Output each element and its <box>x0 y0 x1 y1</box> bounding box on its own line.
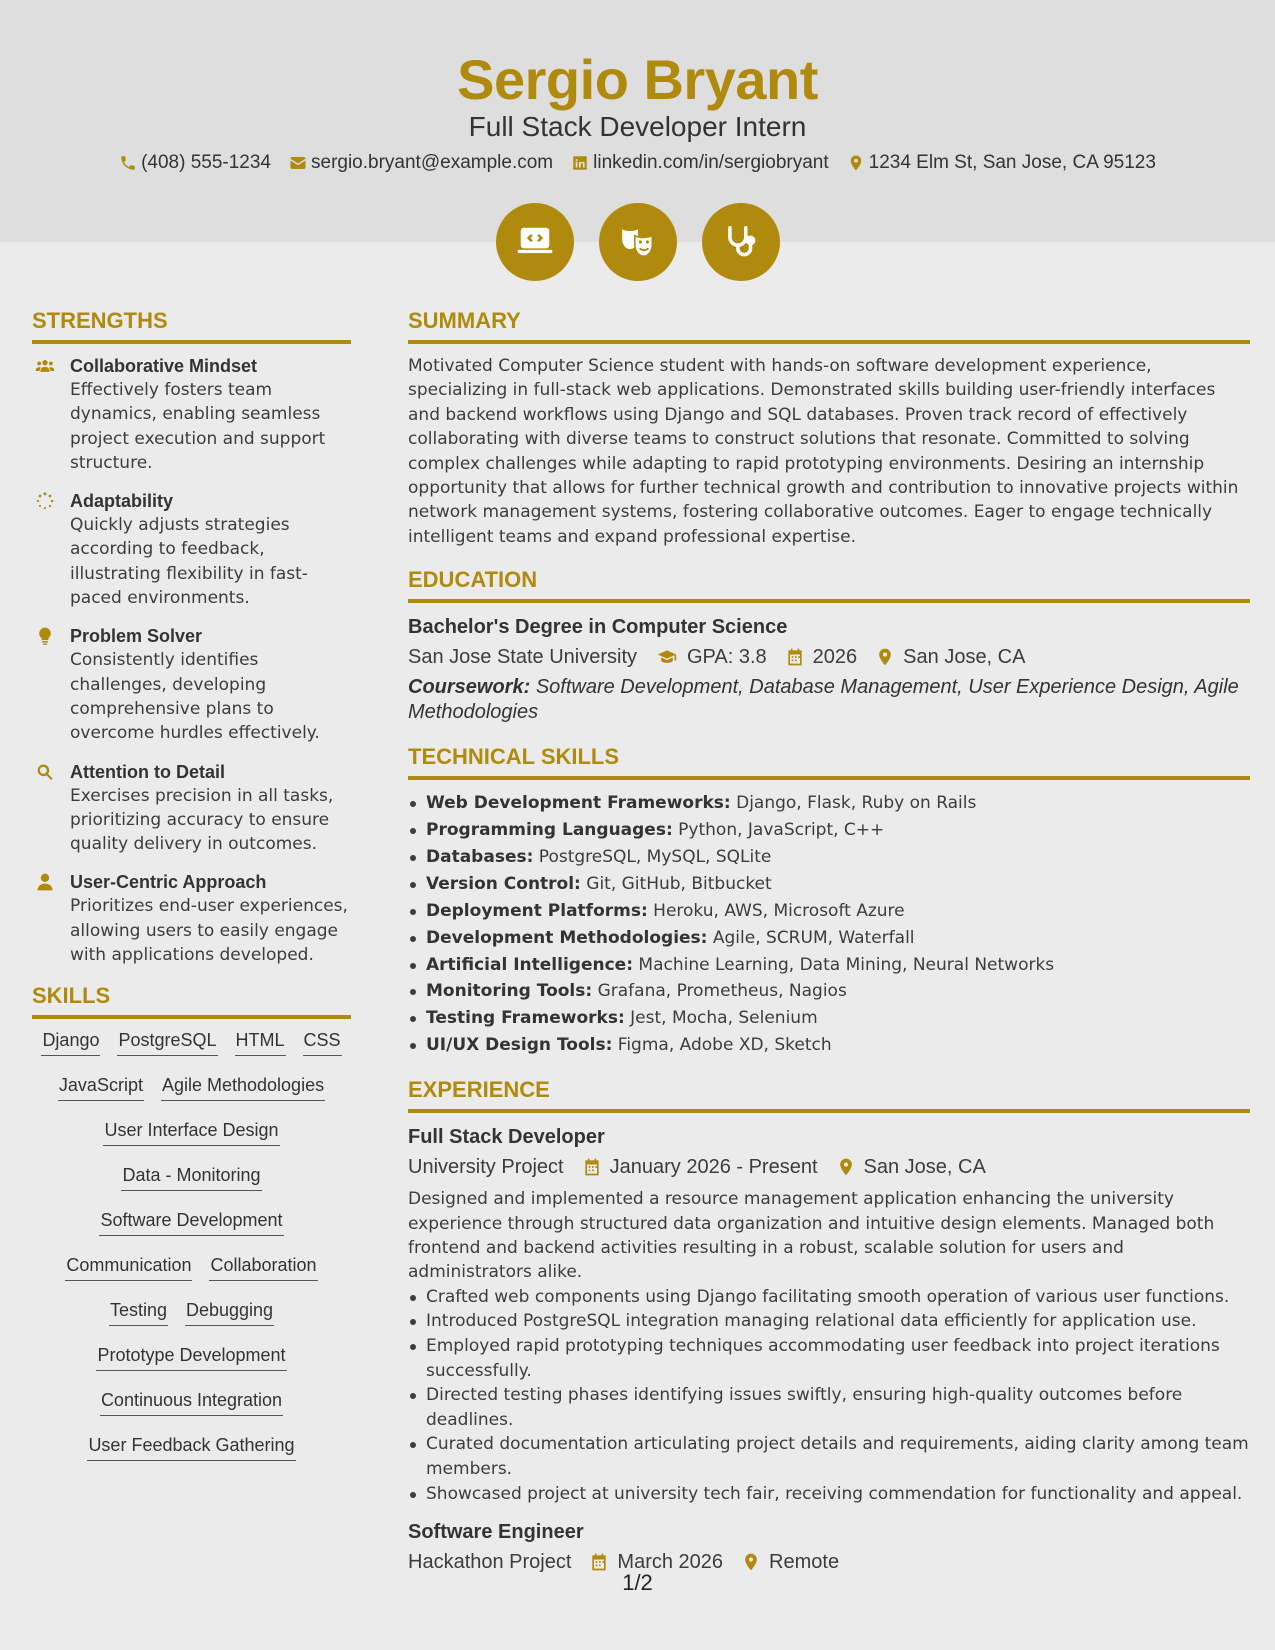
skill-value: Figma, Adobe XD, Sketch <box>617 1035 832 1056</box>
technical-skills-section <box>408 742 1250 1059</box>
education-section <box>408 565 1250 724</box>
list-item: Showcased project at university tech fair, receiving commendation for functionality and appeal. <box>408 1482 1250 1507</box>
phone-icon <box>119 154 137 172</box>
skill-tag: Testing <box>109 1299 168 1326</box>
spinner-icon <box>35 491 55 511</box>
contact-phone-text: (408) 555-1234 <box>141 152 271 173</box>
contact-linkedin-text: linkedin.com/in/sergiobryant <box>593 152 829 173</box>
skill-tag: CSS <box>303 1029 342 1056</box>
skill-label: Deployment Platforms: <box>426 900 648 921</box>
user-icon <box>35 872 55 892</box>
skill-label: Programming Languages: <box>426 819 673 840</box>
skill-label: Testing Frameworks: <box>426 1008 625 1029</box>
skills-heading: SKILLS <box>32 981 351 1019</box>
coursework <box>408 675 1250 724</box>
strength-desc: Consistently identifies challenges, developing comprehensive plans to overcome hurdles effectively. <box>70 650 320 744</box>
education-heading: EDUCATION <box>408 565 1250 603</box>
list-item <box>408 978 1250 1005</box>
technical-skills-heading: TECHNICAL SKILLS <box>408 742 1250 780</box>
job-bullets <box>408 1285 1250 1506</box>
skill-value: Jest, Mocha, Selenium <box>630 1008 818 1029</box>
skill-tag: Debugging <box>185 1299 274 1326</box>
list-item <box>408 1005 1250 1032</box>
list-item: Employed rapid prototyping techniques accommodating user feedback into project iterations successfully. <box>408 1334 1250 1383</box>
strength-title: User-Centric Approach <box>70 872 267 893</box>
list-item: Crafted web components using Django facilitating smooth operation of various user functions. <box>408 1285 1250 1310</box>
job-title: Full Stack Developer <box>408 1126 605 1149</box>
job-description: Designed and implemented a resource management application enhancing the university experience through structured data organization and intuitive design elements. Managed both frontend and backend activities resulting in a robust, scalable solution for users and administrators alike. <box>408 1189 1215 1283</box>
graduation-cap-icon <box>655 647 679 667</box>
skill-value: Django, Flask, Ruby on Rails <box>736 793 977 814</box>
gpa: GPA: 3.8 <box>687 646 767 669</box>
graduation-year: 2026 <box>812 646 858 669</box>
experience-heading: EXPERIENCE <box>408 1075 1250 1113</box>
technical-skills-list <box>408 790 1250 1059</box>
list-item <box>408 952 1250 979</box>
strength-title: Problem Solver <box>70 626 203 647</box>
skill-tag: User Interface Design <box>103 1119 279 1146</box>
contact-address[interactable] <box>847 152 1156 174</box>
strength-title: Collaborative Mindset <box>70 356 258 376</box>
school: San Jose State University <box>408 646 637 669</box>
map-pin-icon <box>875 647 895 667</box>
skill-tag: Continuous Integration <box>100 1389 283 1416</box>
map-pin-icon <box>836 1157 856 1177</box>
skill-tag: Django <box>41 1029 100 1056</box>
job-org: Hackathon Project <box>408 1551 572 1574</box>
list-item: Introduced PostgreSQL integration managing relational data efficiently for application use. <box>408 1309 1250 1334</box>
job-dates: March 2026 <box>617 1551 724 1574</box>
education-meta <box>408 641 1250 673</box>
job-entry <box>408 1123 1250 1506</box>
list-item <box>408 1032 1250 1059</box>
page-number: 1/2 <box>622 1570 653 1595</box>
job-org: University Project <box>408 1156 564 1179</box>
badge-masks <box>599 203 677 281</box>
laptop-code-icon <box>516 223 554 261</box>
theater-masks-icon <box>619 223 657 261</box>
right-column <box>408 306 1250 1578</box>
degree: Bachelor's Degree in Computer Science <box>408 616 788 639</box>
stethoscope-icon <box>722 223 760 261</box>
list-item <box>408 925 1250 952</box>
list-item <box>408 790 1250 817</box>
job-dates: January 2026 - Present <box>609 1156 818 1179</box>
summary-section <box>408 306 1250 549</box>
contact-email-text: sergio.bryant@example.com <box>311 152 554 173</box>
skill-tag: Agile Methodologies <box>161 1074 325 1101</box>
list-item <box>408 898 1250 925</box>
skill-label: Monitoring Tools: <box>426 981 593 1002</box>
skill-label: UI/UX Design Tools: <box>426 1035 613 1056</box>
skill-tag: HTML <box>235 1029 286 1056</box>
interest-badges <box>0 203 1275 281</box>
list-item <box>408 844 1250 871</box>
strength-item <box>32 870 351 967</box>
calendar-icon <box>582 1157 602 1177</box>
skill-tag: Data - Monitoring <box>121 1164 261 1191</box>
lightbulb-icon <box>35 626 55 646</box>
badge-laptop <box>496 203 574 281</box>
strength-desc: Prioritizes end-user experiences, allowing users to easily engage with applications developed. <box>70 896 348 966</box>
strength-desc: Exercises precision in all tasks, prioritizing accuracy to ensure quality delivery in outcomes. <box>70 785 334 855</box>
contact-bar <box>0 152 1275 174</box>
list-item: Curated documentation articulating project details and requirements, aiding clarity among team members. <box>408 1432 1250 1481</box>
skill-tag: Prototype Development <box>96 1344 286 1371</box>
skill-label: Version Control: <box>426 873 581 894</box>
skill-value: Git, GitHub, Bitbucket <box>586 873 772 894</box>
strength-item <box>32 760 351 857</box>
skill-tag: User Feedback Gathering <box>87 1434 295 1461</box>
left-column <box>32 306 351 1479</box>
skill-value: Heroku, AWS, Microsoft Azure <box>653 900 905 921</box>
list-item <box>408 817 1250 844</box>
skill-label: Databases: <box>426 846 534 867</box>
skill-tag: JavaScript <box>58 1074 144 1101</box>
skill-value: Grafana, Prometheus, Nagios <box>597 981 847 1002</box>
skill-label: Web Development Frameworks: <box>426 793 731 814</box>
skills-cloud <box>32 1029 351 1479</box>
skill-value: Agile, SCRUM, Waterfall <box>712 927 915 948</box>
strength-item <box>32 489 351 610</box>
contact-address-text: 1234 Elm St, San Jose, CA 95123 <box>868 152 1156 173</box>
map-pin-icon <box>847 154 865 172</box>
skill-tag: Collaboration <box>209 1254 317 1281</box>
education-location: San Jose, CA <box>903 646 1026 669</box>
skill-value: Machine Learning, Data Mining, Neural Networks <box>638 954 1055 975</box>
summary-text: Motivated Computer Science student with hands-on software development experience, specializing in full-stack web applications. Demonstrated skills building user-friendly interfaces and backend workflows using Django and SQL databases. Proven track record of effectively collaborating with diverse teams to construct solutions that resonate. Committed to solving complex challenges while adapting to rapid prototyping environments. Desiring an internship opportunity that allows for further technical growth and contribution to innovative projects within network management systems, fostering collaborative outcomes. Eager to engage technically intelligent teams and expand professional expertise. <box>408 356 1239 547</box>
contact-phone[interactable] <box>119 152 271 174</box>
list-item <box>408 871 1250 898</box>
envelope-icon <box>289 154 307 172</box>
contact-linkedin[interactable] <box>571 152 829 174</box>
linkedin-icon <box>571 154 589 172</box>
strength-desc: Quickly adjusts strategies according to feedback, illustrating flexibility in fast-paced environments. <box>70 515 308 609</box>
skill-label: Artificial Intelligence: <box>426 954 633 975</box>
strength-item <box>32 624 351 745</box>
coursework-label: Coursework: <box>408 676 531 699</box>
job-location: Remote <box>769 1551 840 1574</box>
skill-tag: Communication <box>65 1254 192 1281</box>
job-title: Full Stack Developer Intern <box>468 111 807 142</box>
list-item: Directed testing phases identifying issues swiftly, ensuring high-quality outcomes before deadlines. <box>408 1383 1250 1432</box>
strength-title: Adaptability <box>70 491 174 512</box>
skill-tag: Software Development <box>99 1209 283 1236</box>
strength-title: Attention to Detail <box>70 761 225 782</box>
strength-desc: Effectively fosters team dynamics, enabling seamless project execution and support structure. <box>70 380 326 473</box>
calendar-icon <box>785 647 805 667</box>
strength-item <box>32 354 351 475</box>
job-location: San Jose, CA <box>863 1156 986 1179</box>
search-icon <box>35 762 55 782</box>
badge-stethoscope <box>702 203 780 281</box>
job-title: Software Engineer <box>408 1521 584 1544</box>
summary-heading: SUMMARY <box>408 306 1250 344</box>
skill-label: Development Methodologies: <box>426 927 708 948</box>
skill-value: Python, JavaScript, C++ <box>678 819 885 840</box>
users-icon <box>35 356 55 376</box>
skill-value: PostgreSQL, MySQL, SQLite <box>538 846 772 867</box>
coursework-text: Software Development, Database Management, User Experience Design, Agile Methodologies <box>408 676 1239 723</box>
candidate-name: Sergio Bryant <box>457 48 818 111</box>
contact-email[interactable] <box>289 152 553 174</box>
experience-section <box>408 1075 1250 1578</box>
job-meta <box>408 1151 1250 1183</box>
strengths-heading: STRENGTHS <box>32 306 351 344</box>
skill-tag: PostgreSQL <box>117 1029 217 1056</box>
